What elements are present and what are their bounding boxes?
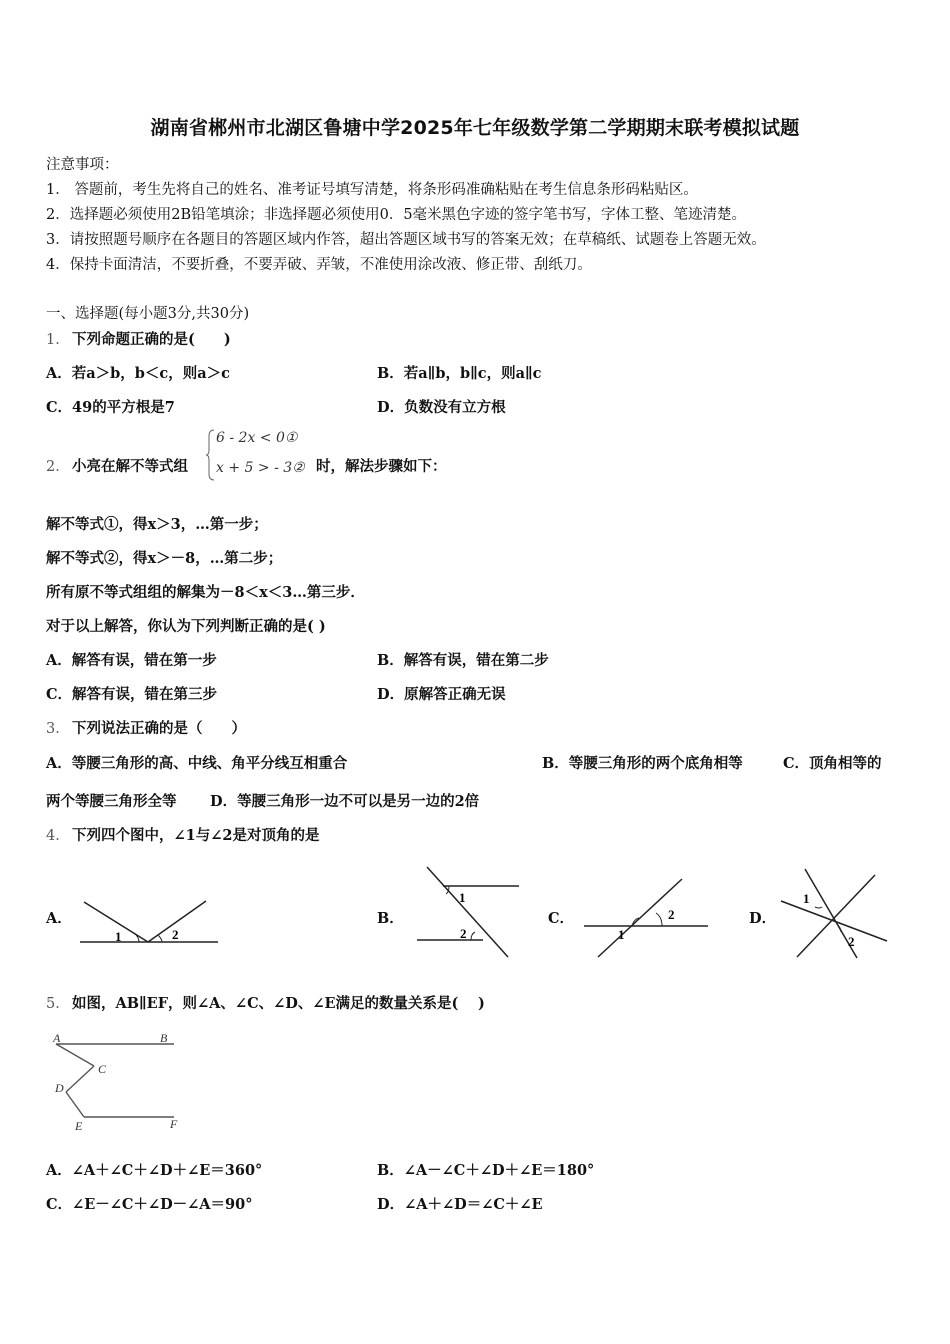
angle-2-label: 2 — [848, 934, 855, 949]
option-c-continued: 两个等腰三角形全等 — [46, 793, 177, 810]
option-c: C．∠E－∠C＋∠D－∠A＝90° — [46, 1196, 253, 1213]
solution-step: 所有原不等式组组的解集为－8＜x＜3…第三步． — [46, 584, 365, 601]
option-b: B．解答有误，错在第二步 — [377, 652, 549, 669]
point-label: F — [170, 1117, 178, 1131]
option-c: C．顶角相等的 — [783, 755, 882, 772]
option-b: B．∠A－∠C＋∠D＋∠E＝180° — [377, 1162, 595, 1179]
figure-c — [580, 873, 715, 963]
question-stem: 下列说法正确的是（ ） — [72, 720, 246, 737]
point-label: A — [53, 1031, 61, 1045]
option-d: D．原解答正确无误 — [377, 686, 506, 703]
inequality-system — [206, 426, 314, 484]
option-a: A．解答有误，错在第一步 — [46, 652, 217, 669]
page-title: 湖南省郴州市北湖区鲁塘中学2025年七年级数学第二学期期末联考模拟试题 — [150, 117, 800, 139]
notice-item: 3．请按照题号顺序在各题目的答题区域内作答，超出答题区域书写的答案无效；在草稿纸、试题卷上答题无效。 — [46, 232, 766, 248]
option-a: A．等腰三角形的高、中线、角平分线互相重合 — [46, 755, 348, 772]
option-b: B．若a∥b，b∥c，则a∥c — [377, 365, 542, 382]
option-d: D．∠A＋∠D＝∠C＋∠E — [377, 1196, 543, 1213]
point-label: B — [160, 1031, 168, 1045]
angle-1-label: 1 — [618, 927, 625, 942]
option-d: D． — [749, 910, 777, 927]
option-b: B． — [377, 910, 404, 927]
angle-2-label: 2 — [172, 927, 179, 942]
figure-b — [413, 862, 523, 962]
question-stem: 下列命题正确的是( ) — [72, 331, 231, 348]
notice-item: 1． 答题前，考生先将自己的姓名、准考证号填写清楚，将条形码准确粘贴在考生信息条形码粘贴区。 — [46, 182, 698, 198]
option-b: B．等腰三角形的两个底角相等 — [542, 755, 743, 772]
question-number: 4． — [46, 828, 70, 844]
notice-item: 4．保持卡面清洁，不要折叠，不要弄破、弄皱，不准使用涂改液、修正带、刮纸刀。 — [46, 257, 592, 273]
inequality-1: 6 - 2x < 0① — [216, 430, 298, 446]
figure-a — [78, 895, 223, 950]
solution-step: 解不等式②，得x＞－8，…第二步； — [46, 550, 283, 567]
question-stem: 下列四个图中，∠1与∠2是对顶角的是 — [72, 827, 320, 844]
question-number: 2． — [46, 459, 70, 475]
inequality-2: x + 5 > - 3② — [216, 460, 305, 476]
option-a: A． — [46, 910, 72, 927]
option-c: C．49的平方根是7 — [46, 399, 175, 416]
angle-1-label: 1 — [803, 891, 810, 906]
point-label: D — [55, 1081, 64, 1095]
solution-step: 解不等式①，得x＞3，…第一步； — [46, 516, 268, 533]
figure-q5 — [48, 1028, 188, 1134]
question-stem: 小亮在解不等式组 — [72, 458, 188, 475]
angle-2-label: 2 — [668, 907, 675, 922]
option-d: D．等腰三角形一边不可以是另一边的2倍 — [210, 793, 480, 810]
angle-2-label: 2 — [460, 926, 467, 941]
angle-1-label: 1 — [459, 890, 466, 905]
option-a: A．∠A＋∠C＋∠D＋∠E＝360° — [46, 1162, 263, 1179]
option-a: A．若a＞b，b＜c，则a＞c — [46, 365, 230, 382]
point-label: C — [98, 1062, 107, 1076]
question-stem-tail: 时，解法步骤如下： — [316, 458, 447, 475]
question-ask: 对于以上解答，你认为下列判断正确的是( ) — [46, 618, 326, 635]
angle-1-label: 1 — [115, 929, 122, 944]
option-c: C．解答有误，错在第三步 — [46, 686, 218, 703]
question-number: 1． — [46, 332, 70, 348]
question-number: 3． — [46, 721, 70, 737]
point-label: E — [75, 1119, 83, 1133]
notice-item: 2．选择题必须使用2B铅笔填涂；非选择题必须使用0．5毫米黑色字迹的签字笔书写，字体工整、笔迹清楚。 — [46, 207, 747, 223]
option-d: D．负数没有立方根 — [377, 399, 506, 416]
option-c: C． — [548, 910, 575, 927]
question-stem: 如图，AB∥EF，则∠A、∠C、∠D、∠E满足的数量关系是( ) — [72, 995, 485, 1012]
question-number: 5． — [46, 996, 70, 1012]
section-heading: 一、选择题(每小题3分,共30分) — [46, 306, 250, 322]
figure-d — [775, 865, 893, 961]
notice-heading: 注意事项： — [46, 157, 119, 173]
